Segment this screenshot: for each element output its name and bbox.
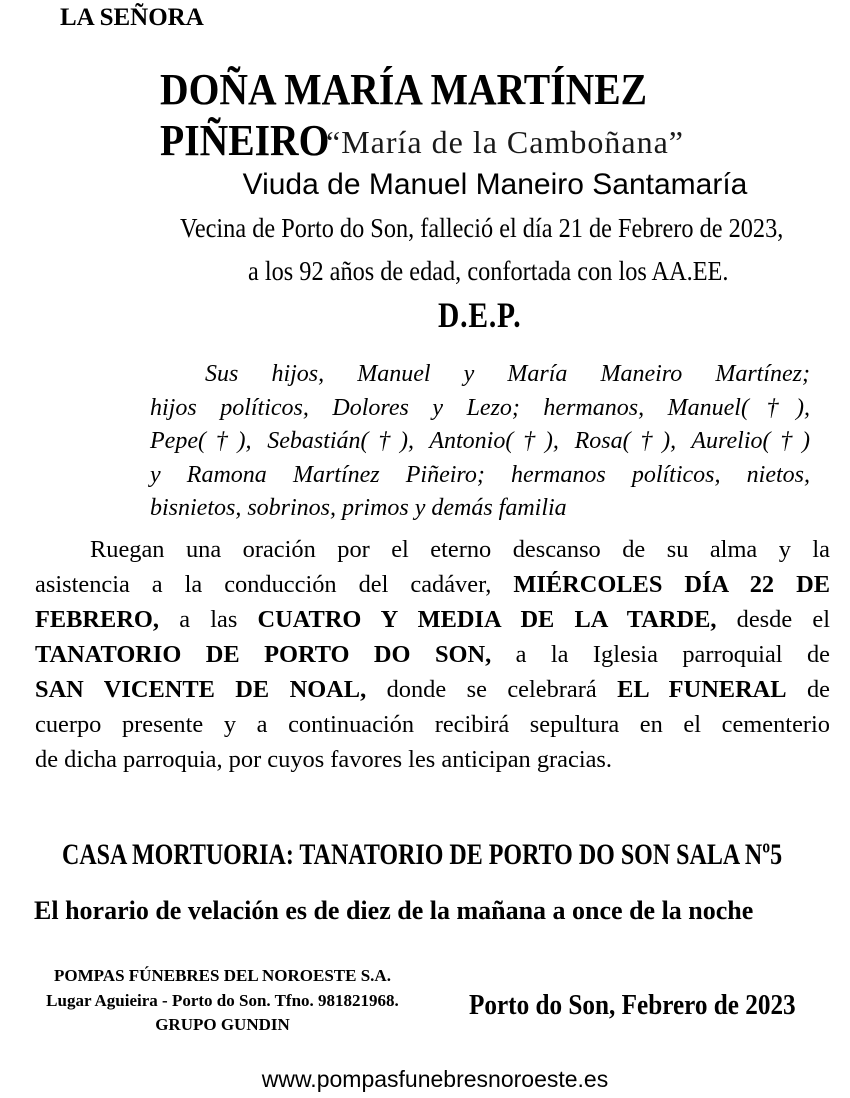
family-line: hijos políticos, Dolores y Lezo; hermanos, Manuel(†), bbox=[150, 394, 810, 421]
ceremony-line bbox=[35, 672, 830, 707]
company-name: POMPAS FÚNEBRES DEL NOROESTE S.A. bbox=[54, 966, 391, 985]
ceremony-line bbox=[35, 602, 830, 637]
ceremony-origin: TANATORIO DE PORTO DO SON, bbox=[35, 641, 492, 668]
dep-initials: D.E.P. bbox=[438, 295, 522, 335]
family-paragraph bbox=[150, 358, 810, 526]
ceremony-month: FEBRERO, bbox=[35, 606, 160, 633]
ceremony-funeral: EL FUNERAL bbox=[617, 676, 787, 703]
ceremony-line bbox=[35, 742, 830, 777]
website-link[interactable]: www.pompasfunebresnoroeste.es bbox=[261, 1066, 609, 1092]
notice-heading: LA SEÑORA bbox=[60, 4, 204, 31]
family-line: Sus hijos, Manuel y María Maneiro Martínez; bbox=[205, 361, 810, 387]
death-details-line-2: a los 92 años de edad, confortada con los AA.EE. bbox=[248, 256, 729, 286]
ceremony-paragraph bbox=[35, 532, 830, 777]
ceremony-text: a las bbox=[159, 606, 258, 633]
ceremony-text: donde se celebrará bbox=[366, 676, 618, 703]
deceased-name: DOÑA MARÍA MARTÍNEZ PIÑEIRO bbox=[160, 65, 648, 165]
ceremony-line bbox=[35, 637, 830, 672]
death-details-line-1: Vecina de Porto do Son, falleció el día 21 de Febrero de 2023, bbox=[180, 213, 784, 243]
ceremony-text: desde el bbox=[716, 606, 830, 633]
funeral-company-block bbox=[0, 964, 445, 1038]
ceremony-church: SAN VICENTE DE NOAL, bbox=[35, 676, 367, 703]
company-address: Lugar Aguieira - Porto do Son. Tfno. 981821968. bbox=[46, 990, 399, 1010]
family-line: y Ramona Martínez Piñeiro; hermanos políticos, nietos, bbox=[150, 461, 810, 488]
casa-mortuoria: CASA MORTUORIA: TANATORIO DE PORTO DO SON SALA Nº5 bbox=[62, 838, 783, 871]
ceremony-line bbox=[35, 567, 830, 602]
ceremony-line bbox=[35, 532, 830, 567]
family-line: bisnietos, sobrinos, primos y demás familia bbox=[150, 495, 567, 521]
ceremony-text: de bbox=[786, 676, 831, 703]
ceremony-line bbox=[35, 707, 830, 742]
ceremony-text: a la Iglesia parroquial de bbox=[491, 641, 830, 668]
ceremony-date: MIÉRCOLES DÍA 22 DE bbox=[513, 571, 830, 598]
ceremony-time: CUATRO Y MEDIA DE LA TARDE, bbox=[257, 606, 717, 633]
wake-hours: El horario de velación es de diez de la mañana a once de la noche bbox=[34, 896, 754, 925]
deceased-nickname: “María de la Camboñana” bbox=[326, 124, 684, 160]
ceremony-text: cuerpo presente y a continuación recibirá sepultura en el cementerio bbox=[35, 711, 830, 738]
company-group: GRUPO GUNDIN bbox=[155, 1015, 290, 1034]
ceremony-text: de dicha parroquia, por cuyos favores les anticipan gracias. bbox=[35, 746, 613, 773]
family-line: Pepe(†), Sebastián(†), Antonio(†), Rosa(†), Aurelio(†) bbox=[150, 428, 810, 454]
ceremony-text: asistencia a la conducción del cadáver, bbox=[35, 571, 514, 598]
widow-of-line: Viuda de Manuel Maneiro Santamaría bbox=[242, 168, 748, 201]
ceremony-text: Ruegan una oración por el eterno descanso de su alma y la bbox=[90, 536, 830, 563]
place-date: Porto do Son, Febrero de 2023 bbox=[469, 990, 796, 1021]
